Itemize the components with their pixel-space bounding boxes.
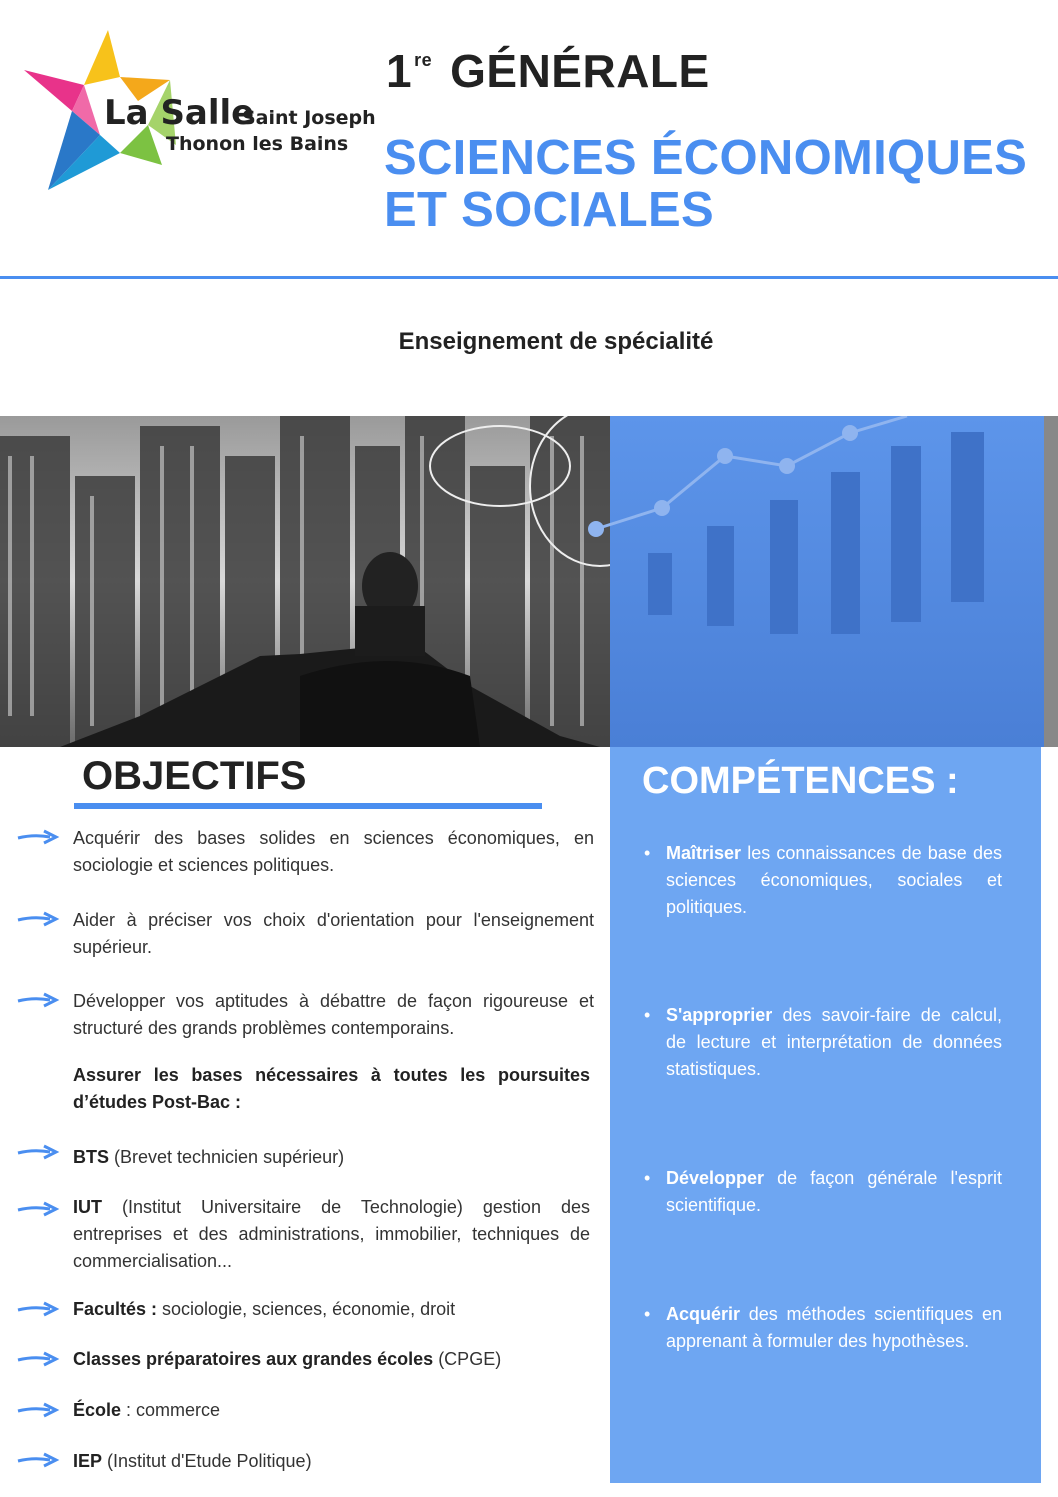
logo-name: La Salle [104, 93, 255, 133]
post-bac-label: BTS [73, 1147, 109, 1167]
competence-text: de façon générale l'esprit scientifique. [666, 1168, 1002, 1215]
school-logo [20, 25, 376, 200]
header-divider [0, 276, 1058, 279]
objectif-item: Acquérir des bases solides en sciences économiques, en sociologie et sciences politiques. [73, 828, 594, 875]
arrow-right-icon [16, 1143, 60, 1161]
arrow-right-icon [16, 1350, 60, 1368]
post-bac-text: sociologie, sciences, économie, droit [157, 1299, 456, 1319]
competence-text: des méthodes scientifiques en apprenant à formuler des hypothèses. [666, 1304, 1002, 1351]
post-bac-item [73, 1194, 590, 1275]
post-bac-label: École [73, 1400, 122, 1420]
post-bac-item [73, 1296, 594, 1323]
post-bac-item [73, 1448, 594, 1475]
competence-text: des savoir-faire de calcul, de lecture et interprétation de données statistiques. [666, 1005, 1002, 1079]
competence-verb: Acquérir [666, 1304, 741, 1324]
logo-city: Thonon les Bains [166, 133, 349, 155]
page-subtitle: Enseignement de spécialité [398, 328, 714, 355]
post-bac-label: Classes préparatoires aux grandes écoles [73, 1349, 434, 1369]
bullet: • [644, 1168, 651, 1188]
competence-item [644, 1301, 1002, 1355]
bullet: • [644, 1304, 651, 1324]
post-bac-text: (CPGE) [433, 1349, 502, 1369]
arrow-right-icon [16, 1200, 60, 1218]
post-bac-text: : commerce [121, 1400, 221, 1420]
objectif-item: Aider à préciser vos choix d'orientation pour l'enseignement supérieur. [73, 910, 594, 957]
competence-verb: Développer [666, 1168, 765, 1188]
post-bac-heading: Assurer les bases nécessaires à toutes les poursuites d’études Post-Bac : [73, 1065, 590, 1112]
post-bac-label: Facultés : [73, 1299, 158, 1319]
bullet: • [644, 843, 651, 863]
post-bac-item [73, 1144, 594, 1171]
bullet: • [644, 1005, 651, 1025]
page-title-line-2: ET SOCIALES [384, 183, 715, 237]
logo-subname: Saint Joseph [242, 107, 376, 129]
objectif-item: Développer vos aptitudes à débattre de façon rigoureuse et structuré des grands problèmes contemporains. [73, 991, 594, 1038]
arrow-right-icon [16, 991, 60, 1009]
arrow-right-icon [16, 1300, 60, 1318]
post-bac-text: (Institut d'Etude Politique) [102, 1451, 312, 1471]
competences-title: COMPÉTENCES : [642, 760, 959, 802]
objectifs-title: OBJECTIFS [82, 754, 307, 798]
competence-text: les connaissances de base des sciences économiques, sociales et politiques. [666, 843, 1002, 917]
objectifs-underline [74, 803, 542, 809]
arrow-right-icon [16, 1401, 60, 1419]
class-level [386, 44, 710, 98]
post-bac-label: IUT [73, 1197, 102, 1217]
competence-verb: Maîtriser [666, 843, 742, 863]
banner-image [0, 416, 1058, 747]
arrow-right-icon [16, 910, 60, 928]
post-bac-label: IEP [73, 1451, 103, 1471]
competence-item [644, 840, 1002, 921]
arrow-right-icon [16, 828, 60, 846]
post-bac-text: (Institut Universitaire de Technologie) gestion des entreprises et des administrations, immobilier, techniques de commercialisation... [73, 1197, 590, 1271]
post-bac-item [73, 1397, 594, 1424]
arrow-right-icon [16, 1451, 60, 1469]
competence-item [644, 1002, 1002, 1083]
competence-verb: S'approprier [666, 1005, 773, 1025]
post-bac-item [73, 1346, 594, 1373]
post-bac-text: (Brevet technicien supérieur) [109, 1147, 345, 1167]
class-level-suffix: re [414, 50, 433, 70]
class-level-number: 1 [386, 45, 413, 97]
class-level-label: GÉNÉRALE [450, 45, 710, 97]
competence-item [644, 1165, 1002, 1219]
page-title-line-1: SCIENCES ÉCONOMIQUES [384, 131, 1028, 185]
